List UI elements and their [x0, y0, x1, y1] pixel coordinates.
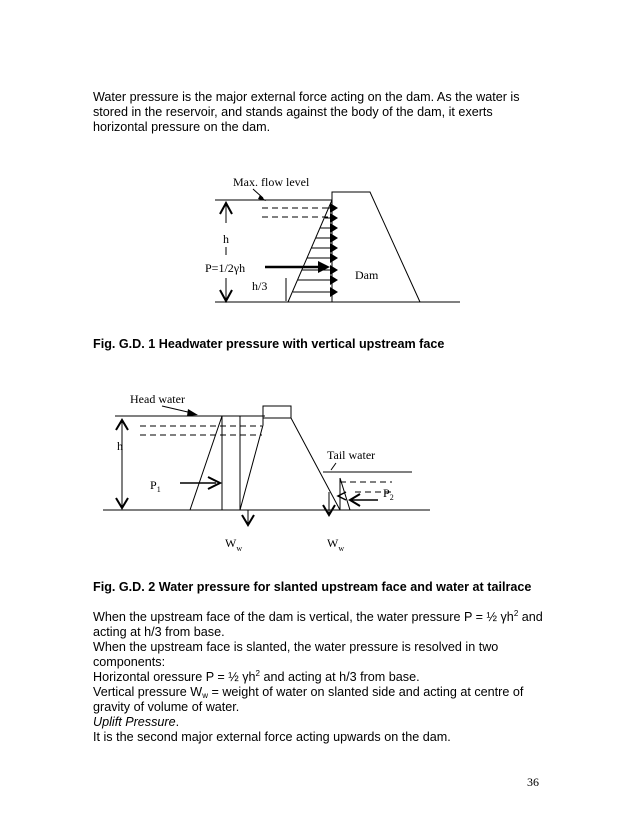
dam-body: [332, 192, 420, 302]
body-line-1-a: When the upstream face of the dam is vertical, the water pressure P = ½ γh: [93, 610, 514, 624]
intro-line-1: Water pressure is the major external force acting on the dam. As the water is: [93, 90, 520, 104]
exponent-1: 2: [513, 609, 519, 618]
tail-water-label: Tail water: [327, 448, 376, 462]
head-water-label: Head water: [130, 392, 185, 406]
intro-line-2: stored in the reservoir, and stands against the body of the dam, it exerts: [93, 105, 493, 119]
body-line-1-b: and: [518, 610, 543, 624]
ww2-label: $W_w$: [327, 536, 345, 553]
subscript-w: w: [202, 691, 208, 700]
h2-label: h: [117, 439, 123, 453]
p-label: P=1/2γh: [205, 261, 246, 275]
body-line-4: components:: [93, 655, 166, 669]
max-flow-label: Max. flow level: [233, 175, 310, 189]
body-line-5-a: Horizontal oressure P = ½ γh: [93, 670, 256, 684]
uplift-pressure-heading: [93, 715, 179, 730]
h-label: h: [223, 232, 229, 246]
body-line-6-b: = weight of water on slanted side and acting at centre of: [207, 685, 524, 699]
tail-water-pointer: [331, 463, 336, 470]
body-line-2: acting at h/3 from base.: [93, 625, 225, 639]
exponent-2: 2: [255, 669, 260, 678]
uplift-pressure-title: Uplift Pressure: [93, 715, 176, 729]
uplift-pressure-period: .: [175, 715, 180, 729]
page-number: 36: [527, 775, 539, 789]
p1-label: $P_1$: [150, 478, 161, 494]
resultant-arrow-head: [318, 261, 330, 273]
ww1-label: $W_w$: [225, 536, 243, 553]
intro-line-3: horizontal pressure on the dam.: [93, 120, 271, 134]
body-line-7: gravity of volume of water.: [93, 700, 240, 714]
dam-label: Dam: [355, 268, 379, 282]
dam2-body: [240, 406, 340, 510]
body-line-1: [93, 610, 543, 625]
body-line-6-a: Vertical pressure W: [93, 685, 203, 699]
body-line-3: When the upstream face is slanted, the water pressure is resolved in two: [93, 640, 499, 654]
head-water-pointer: [162, 406, 192, 413]
tw-inner-arrow: [338, 492, 346, 500]
hw-pressure-diagonal: [190, 416, 222, 510]
pressure-diagonal: [288, 200, 332, 302]
figure-2-caption: Fig. G.D. 2 Water pressure for slanted upstream face and water at tailrace: [93, 580, 532, 594]
body-line-9: It is the second major external force acting upwards on the dam.: [93, 730, 451, 744]
figure-1-caption: Fig. G.D. 1 Headwater pressure with vertical upstream face: [93, 337, 445, 351]
p2-label: $P_2$: [383, 486, 394, 502]
body-line-5: [93, 670, 420, 685]
body-line-5-b: and acting at h/3 from base.: [259, 670, 420, 684]
body-line-6: [93, 685, 523, 700]
h3-label: h/3: [252, 279, 268, 293]
head-water-pointer-head: [187, 409, 198, 416]
